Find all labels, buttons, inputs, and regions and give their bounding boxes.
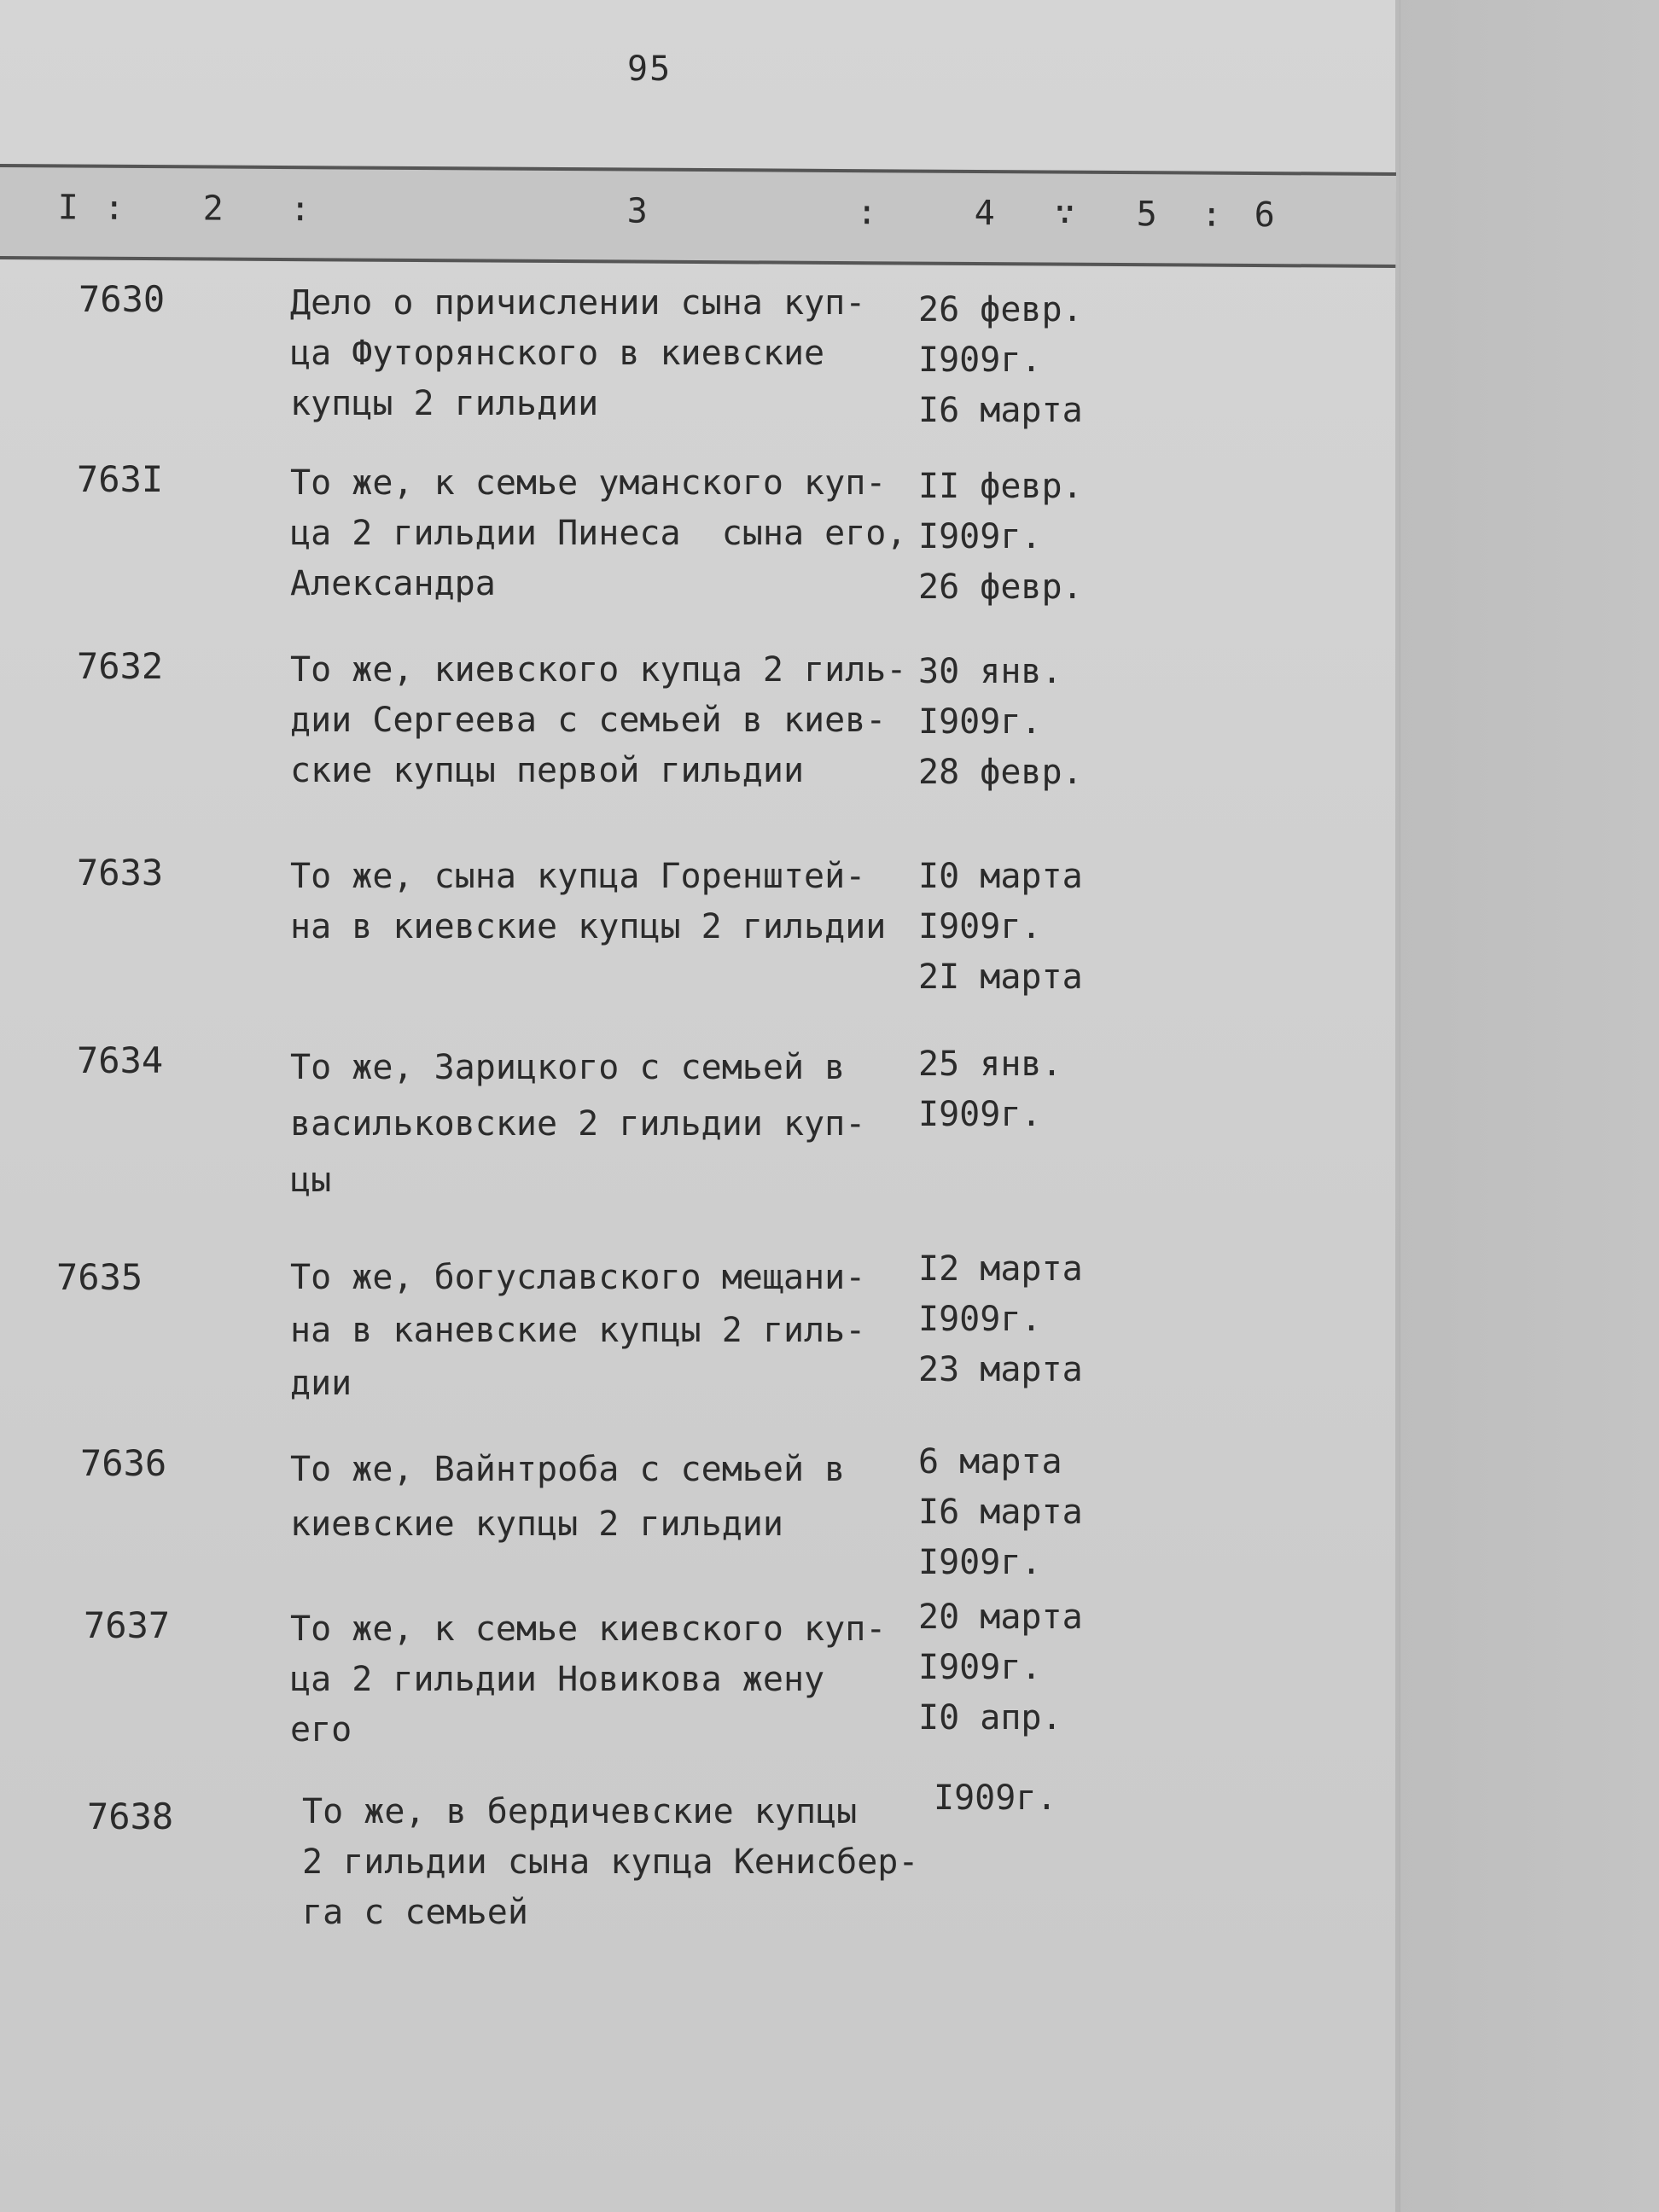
record-number: 7637 xyxy=(84,1604,171,1646)
description-line: цы xyxy=(290,1161,332,1200)
date-line: I6 марта xyxy=(918,391,1083,430)
date-line: II февр. xyxy=(918,467,1083,506)
description-line: То же, Вайнтроба с семьей в xyxy=(290,1450,846,1489)
record-description xyxy=(290,278,865,429)
column-header-band xyxy=(0,164,1396,268)
date-line: 2I марта xyxy=(918,958,1083,997)
description-line: ца 2 гильдии Пинеса сына его, xyxy=(290,514,907,553)
record-number: 7634 xyxy=(77,1039,164,1081)
column-separator: : xyxy=(289,189,311,230)
date-line: 23 марта xyxy=(918,1350,1083,1389)
record-number: 7638 xyxy=(87,1796,174,1837)
date-line: I909г. xyxy=(918,1300,1042,1339)
date-line: 28 февр. xyxy=(918,753,1083,792)
date-line: I909г. xyxy=(918,702,1042,742)
record-number: 7630 xyxy=(79,278,166,320)
record-dates xyxy=(918,647,1083,798)
column-separator: : xyxy=(1201,195,1222,235)
record-description xyxy=(290,1039,865,1208)
date-line: 26 февр. xyxy=(918,568,1083,607)
description-line: То же, сына купца Горенштей- xyxy=(290,857,866,896)
description-line: То же, в бердичевские купцы xyxy=(302,1792,858,1831)
record-description xyxy=(290,1251,865,1410)
record-description xyxy=(290,1442,845,1551)
date-line: 6 марта xyxy=(918,1442,1062,1481)
record-number: 7632 xyxy=(77,645,164,687)
record-dates xyxy=(934,1773,1057,1824)
column-separator: ∵ xyxy=(1054,194,1075,234)
date-line: 20 марта xyxy=(918,1598,1083,1637)
column-header-6: 6 xyxy=(1254,195,1275,236)
record-description xyxy=(290,1604,886,1755)
record-dates xyxy=(918,852,1083,1003)
date-line: I909г. xyxy=(918,1543,1042,1582)
description-line: на в каневские купцы 2 гиль- xyxy=(290,1311,866,1350)
description-line: ские купцы первой гильдии xyxy=(290,751,805,790)
date-line: I909г. xyxy=(934,1778,1057,1818)
date-line: I909г. xyxy=(918,517,1042,556)
description-line: То же, к семье уманского куп- xyxy=(290,463,887,503)
page-edge-shadow xyxy=(1395,0,1400,2212)
date-line: 30 янв. xyxy=(918,652,1062,691)
description-line: То же, к семье киевского куп- xyxy=(290,1610,887,1649)
column-header-5: 5 xyxy=(1136,195,1157,235)
description-line: васильковские 2 гильдии куп- xyxy=(290,1104,866,1144)
record-dates xyxy=(918,1592,1083,1743)
record-dates xyxy=(918,1244,1083,1395)
date-line: I909г. xyxy=(918,1648,1042,1687)
description-line: Александра xyxy=(290,564,496,603)
description-line: Дело о причислении сына куп- xyxy=(290,283,866,323)
date-line: I6 марта xyxy=(918,1493,1083,1532)
date-line: I909г. xyxy=(918,907,1042,946)
description-line: га с семьей xyxy=(302,1893,528,1932)
description-line: дии xyxy=(290,1364,352,1403)
date-line: I2 марта xyxy=(918,1249,1083,1289)
date-line: I909г. xyxy=(918,341,1042,380)
date-line: 25 янв. xyxy=(918,1045,1062,1084)
description-line: ца 2 гильдии Новикова жену xyxy=(290,1660,825,1699)
column-separator: : xyxy=(856,193,877,233)
record-number: 7633 xyxy=(77,852,164,894)
description-line: То же, богуславского мещани- xyxy=(290,1258,866,1297)
description-line: киевские купцы 2 гильдии xyxy=(290,1505,783,1544)
description-line: ца Футорянского в киевские xyxy=(290,334,825,373)
record-number: 7636 xyxy=(80,1442,167,1484)
record-description xyxy=(302,1787,918,1938)
record-dates xyxy=(918,1039,1062,1140)
record-dates xyxy=(918,1437,1083,1588)
column-separator: : xyxy=(103,188,125,228)
description-line: на в киевские купцы 2 гильдии xyxy=(290,907,887,946)
description-line: дии Сергеева с семьей в киев- xyxy=(290,701,887,740)
column-header-2: 2 xyxy=(202,189,224,229)
record-number: 763I xyxy=(77,458,164,500)
date-line: I0 марта xyxy=(918,857,1083,896)
column-header-4: 4 xyxy=(974,193,995,234)
description-line: 2 гильдии сына купца Кенисбер- xyxy=(302,1842,919,1882)
column-header-3: 3 xyxy=(626,191,648,231)
date-line: I909г. xyxy=(918,1095,1042,1134)
column-header-1: I xyxy=(57,188,79,228)
description-line: его xyxy=(290,1710,352,1749)
description-line: То же, Зарицкого с семьей в xyxy=(290,1048,846,1087)
record-dates xyxy=(918,285,1083,436)
page-number: 95 xyxy=(627,49,672,89)
record-description xyxy=(290,852,886,952)
description-line: То же, киевского купца 2 гиль- xyxy=(290,650,907,690)
record-description xyxy=(290,645,906,796)
record-dates xyxy=(918,462,1083,613)
record-number: 7635 xyxy=(56,1256,143,1298)
record-description xyxy=(290,458,906,609)
date-line: 26 февр. xyxy=(918,290,1083,329)
date-line: I0 апр. xyxy=(918,1698,1062,1738)
description-line: купцы 2 гильдии xyxy=(290,384,599,423)
